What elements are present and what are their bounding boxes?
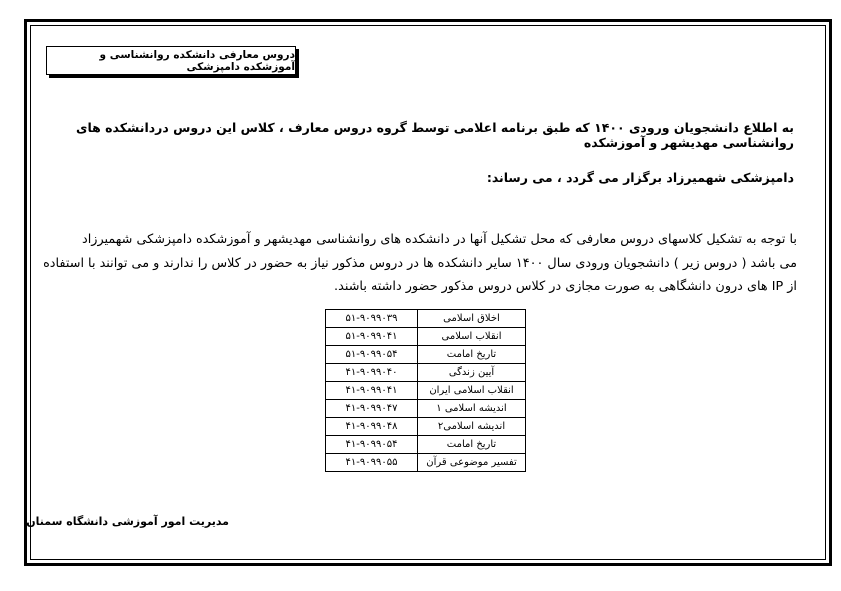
table-row [326, 310, 526, 328]
course-name-cell: اندیشه اسلامی۲ [418, 418, 526, 436]
course-code-cell: ۵۱-۹۰۹۹۰۳۹ [326, 310, 418, 328]
announcement-line-2: دامپزشکی شهمیرزاد برگزار می گردد ، می رساند: [486, 170, 794, 185]
course-code-cell: ۴۱-۹۰۹۹۰۴۰ [326, 364, 418, 382]
table-row [326, 382, 526, 400]
body-line-2: می باشد ( دروس زیر ) دانشجویان ورودی سال ۱۴۰۰ سایر دانشکده ها در دروس مذکور نیاز به حضور در کلاس را ندارند و می توانند با استفاده [43, 255, 797, 271]
table-row [326, 436, 526, 454]
table-row [326, 364, 526, 382]
course-name-cell: اخلاق اسلامی [418, 310, 526, 328]
course-code-cell: ۴۱-۹۰۹۹۰۵۴ [326, 436, 418, 454]
course-name-cell: تاریخ امامت [418, 436, 526, 454]
table-row [326, 418, 526, 436]
course-code-cell: ۵۱-۹۰۹۹۰۵۴ [326, 346, 418, 364]
table-row [326, 328, 526, 346]
course-code-cell: ۵۱-۹۰۹۹۰۴۱ [326, 328, 418, 346]
course-code-cell: ۴۱-۹۰۹۹۰۴۱ [326, 382, 418, 400]
course-name-cell: تاریخ امامت [418, 346, 526, 364]
course-name-cell: انقلاب اسلامی ایران [418, 382, 526, 400]
course-name-cell: تفسیر موضوعی قرآن [418, 454, 526, 472]
body-line-3: از IP های درون دانشگاهی به صورت مجازی در کلاس دروس مذکور حضور داشته باشند. [334, 279, 797, 294]
header-title-box [46, 46, 296, 75]
body-paragraph [27, 228, 797, 299]
course-code-cell: ۴۱-۹۰۹۹۰۵۵ [326, 454, 418, 472]
table-row [326, 454, 526, 472]
signature: مدیریت امور آموزشی دانشگاه سمنان [26, 515, 229, 528]
courses-table [325, 309, 526, 472]
course-name-cell: اندیشه اسلامی ۱ [418, 400, 526, 418]
table-row [326, 400, 526, 418]
course-code-cell: ۴۱-۹۰۹۹۰۴۷ [326, 400, 418, 418]
course-code-cell: ۴۱-۹۰۹۹۰۴۸ [326, 418, 418, 436]
course-name-cell: انقلاب اسلامی [418, 328, 526, 346]
table-row [326, 346, 526, 364]
body-line-1: با توجه به تشکیل کلاسهای دروس معارفی که محل تشکیل آنها در دانشکده های روانشناسی مهدیشهر و آموزشکده دامپزشکی شهمیرزاد [82, 232, 797, 247]
announcement-line-1: به اطلاع دانشجویان ورودی ۱۴۰۰ که طبق برنامه اعلامی توسط گروه دروس معارف ، کلاس این دروس دردانشکده های روانشناسی مهدیشهر و آموزشکده [76, 120, 794, 150]
header-title: دروس معارفی دانشکده روانشناسی و آموزشکده دامپزشکی [99, 48, 295, 73]
course-name-cell: آیین زندگی [418, 364, 526, 382]
